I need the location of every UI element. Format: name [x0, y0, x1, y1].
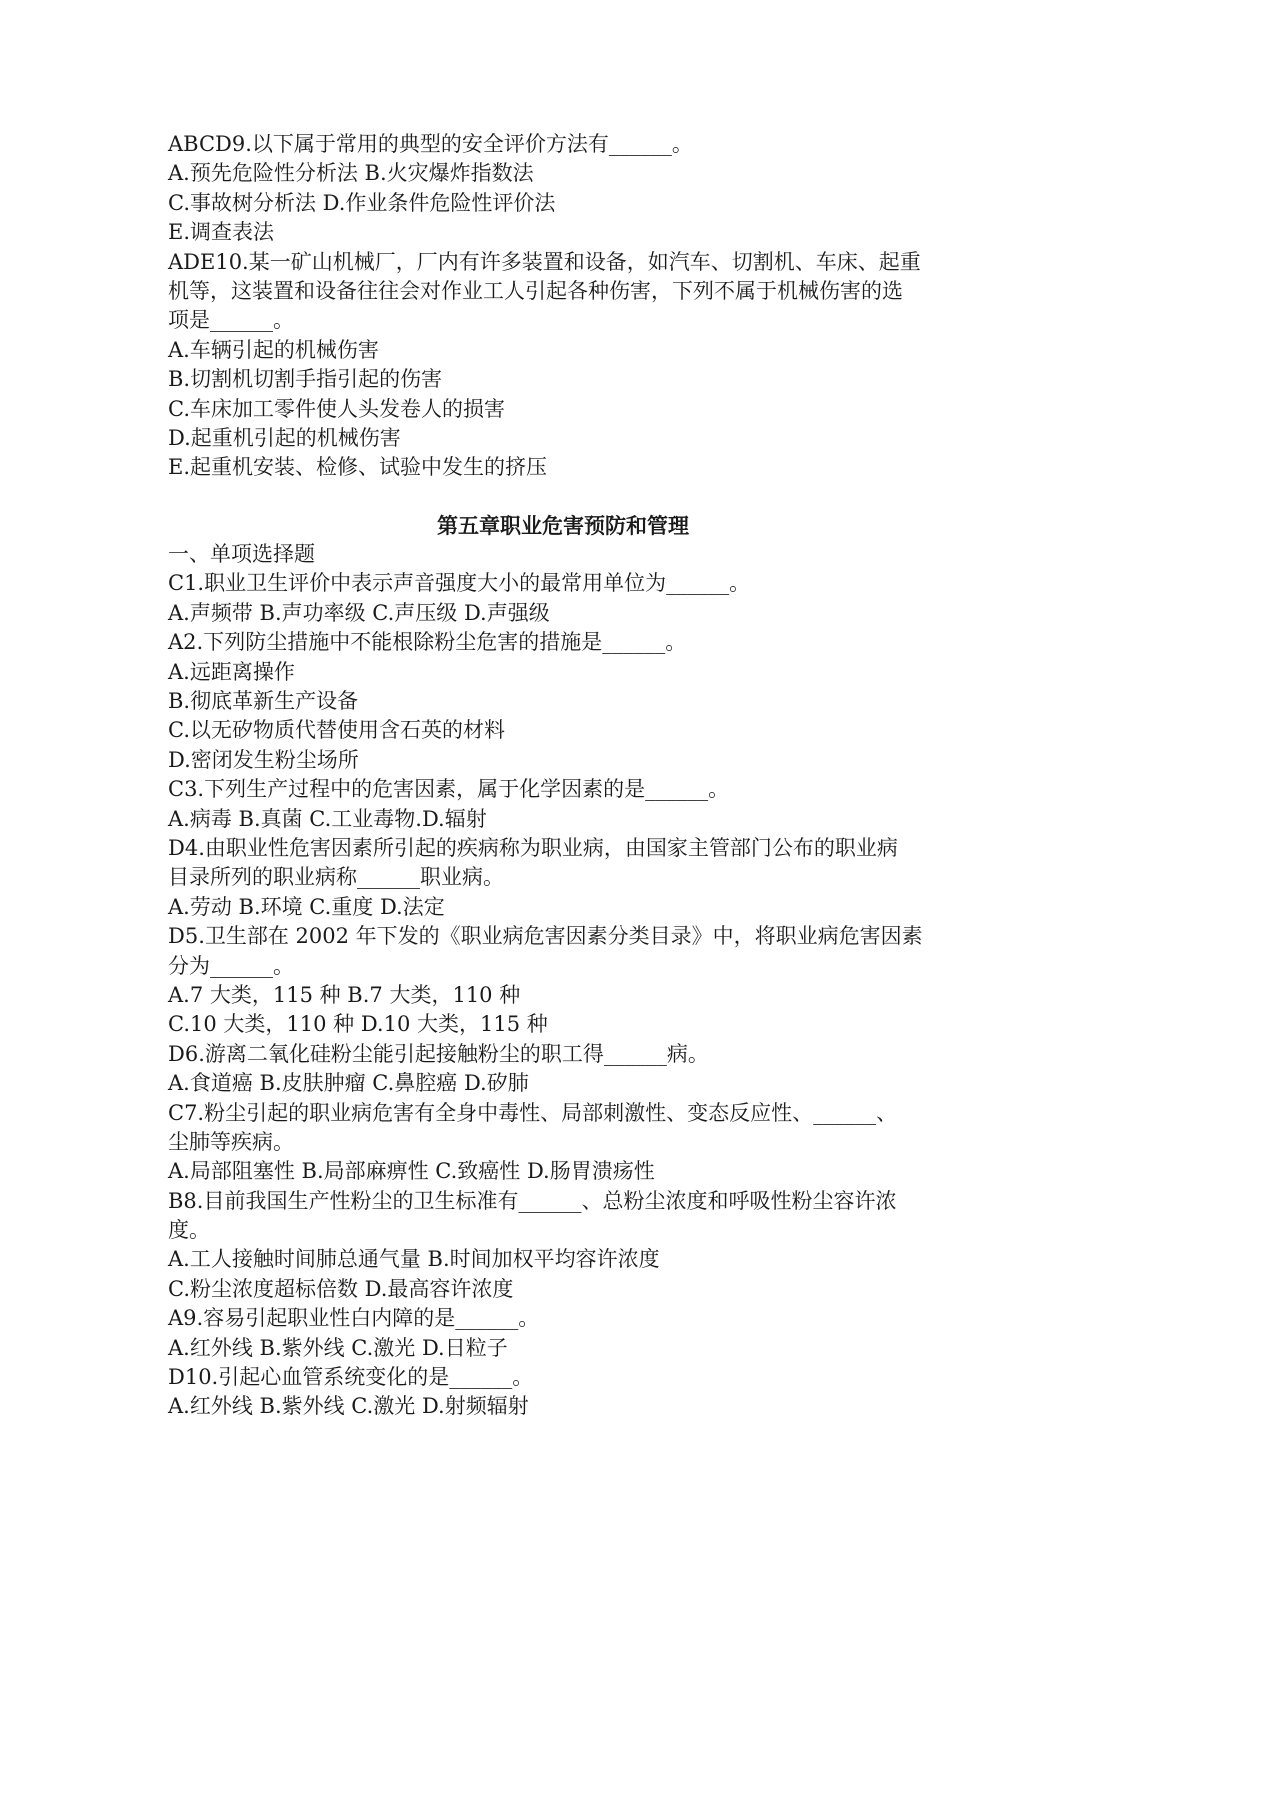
question-option: A.7 大类，115 种 B.7 大类，110 种 [168, 982, 521, 1007]
question-stem: A9.容易引起职业性白内障的是______。 [168, 1306, 540, 1331]
question-option: A.预先危险性分析法 B.火灾爆炸指数法 [168, 161, 534, 186]
question-option: A.声频带 B.声功率级 C.声压级 D.声强级 [168, 600, 550, 625]
question-stem: A2.下列防尘措施中不能根除粉尘危害的措施是______。 [168, 630, 687, 655]
question-option: A.远距离操作 [168, 659, 295, 684]
question-stem: 机等，这装置和设备往往会对作业工人引起各种伤害，下列不属于机械伤害的选 [168, 278, 903, 303]
question-stem: ADE10.某一矿山机械厂，厂内有许多装置和设备，如汽车、切割机、车床、起重 [168, 249, 921, 274]
question-option: A.病毒 B.真菌 C.工业毒物.D.辐射 [168, 806, 487, 831]
section-gap [168, 483, 958, 511]
question-option: A.红外线 B.紫外线 C.激光 D.射频辐射 [168, 1394, 529, 1419]
question-stem: D6.游离二氧化硅粉尘能引起接触粉尘的职工得______病。 [168, 1041, 709, 1066]
question-stem: C1.职业卫生评价中表示声音强度大小的最常用单位为______。 [168, 571, 751, 596]
question-option: A.工人接触时间肺总通气量 B.时间加权平均容许浓度 [168, 1247, 660, 1272]
question-option: B.切割机切割手指引起的伤害 [168, 367, 443, 392]
question-stem: 目录所列的职业病称______职业病。 [168, 865, 504, 890]
question-option: C.事故树分析法 D.作业条件危险性评价法 [168, 190, 556, 215]
question-stem: D10.引起心血管系统变化的是______。 [168, 1365, 534, 1390]
question-stem: D5.卫生部在 2002 年下发的《职业病危害因素分类目录》中，将职业病危害因素 [168, 924, 923, 949]
question-stem: 项是______。 [168, 308, 294, 333]
question-option: C.10 大类，110 种 D.10 大类，115 种 [168, 1012, 548, 1037]
question-option: A.食道癌 B.皮肤肿瘤 C.鼻腔癌 D.矽肺 [168, 1071, 529, 1096]
question-stem: C7.粉尘引起的职业病危害有全身中毒性、局部刺激性、变态反应性、______、 [168, 1100, 898, 1125]
question-option: C.车床加工零件使人头发卷人的损害 [168, 396, 505, 421]
question-option: A.劳动 B.环境 C.重度 D.法定 [168, 894, 445, 919]
question-option: B.彻底革新生产设备 [168, 689, 359, 714]
question-stem: 度。 [168, 1218, 210, 1243]
question-option: A.红外线 B.紫外线 C.激光 D.日粒子 [168, 1335, 508, 1360]
question-option: D.密闭发生粉尘场所 [168, 747, 359, 772]
section-heading: 一、单项选择题 [168, 542, 315, 567]
question-stem: C3.下列生产过程中的危害因素，属于化学因素的是______。 [168, 777, 730, 802]
question-option: D.起重机引起的机械伤害 [168, 425, 401, 450]
question-stem: 尘肺等疾病。 [168, 1129, 294, 1154]
question-option: C.粉尘浓度超标倍数 D.最高容许浓度 [168, 1276, 514, 1301]
question-option: C.以无矽物质代替使用含石英的材料 [168, 718, 505, 743]
question-option: A.局部阻塞性 B.局部麻痹性 C.致癌性 D.肠胃溃疡性 [168, 1159, 655, 1184]
question-stem: B8.目前我国生产性粉尘的卫生标准有______、总粉尘浓度和呼吸性粉尘容许浓 [168, 1188, 897, 1213]
question-option: A.车辆引起的机械伤害 [168, 337, 379, 362]
document-page [168, 130, 958, 1422]
question-stem: ABCD9.以下属于常用的典型的安全评价方法有______。 [168, 132, 693, 156]
question-option: E.调查表法 [168, 220, 275, 245]
question-option: E.起重机安装、检修、试验中发生的挤压 [168, 455, 548, 480]
question-stem: D4.由职业性危害因素所引起的疾病称为职业病，由国家主管部门公布的职业病 [168, 835, 898, 860]
question-stem: 分为______。 [168, 953, 294, 978]
chapter-title: 第五章职业危害预防和管理 [437, 512, 689, 538]
